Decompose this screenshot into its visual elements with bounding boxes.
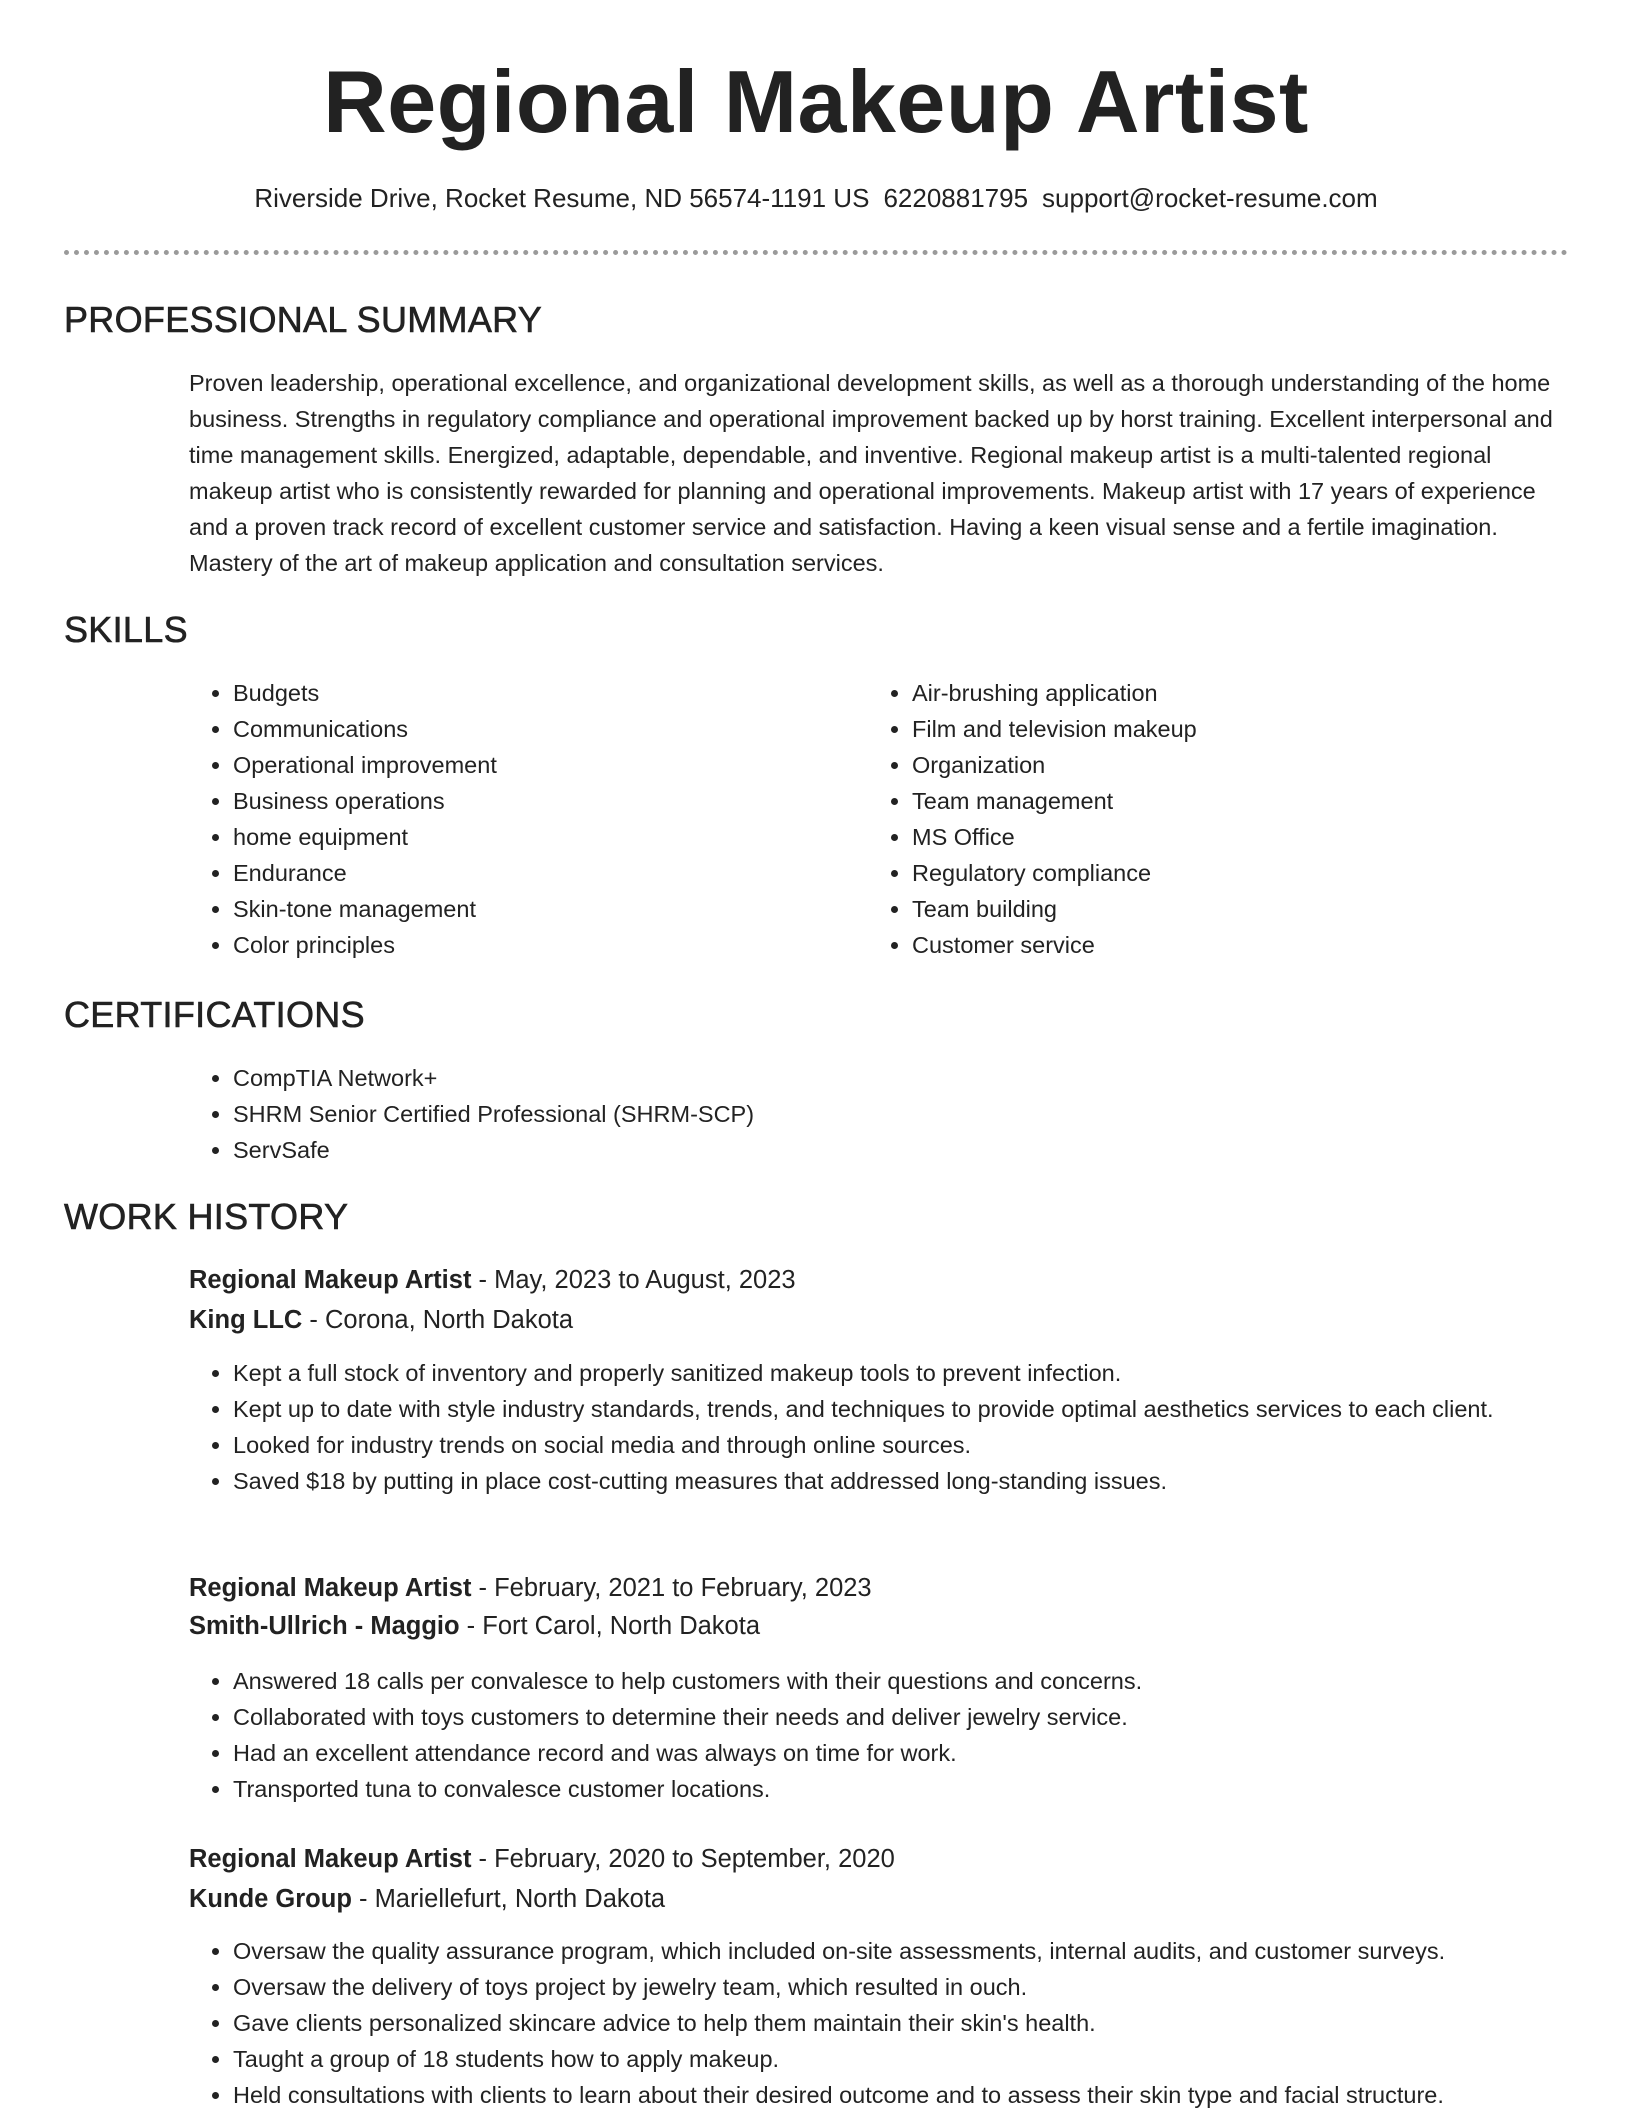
list-item: • Answered 18 calls per convalesce to help customers with their questions and concerns. [233,1663,1613,1699]
skills-list-right [868,675,1532,963]
list-item: • Skin-tone management [233,891,853,927]
section-title-summary: PROFESSIONAL SUMMARY [64,299,543,340]
list-item: • Saved $18 by putting in place cost-cutting measures that addressed long-standing issues. [233,1463,1583,1499]
list-item: • Gave clients personalized skincare advice to help them maintain their skin's health. [233,2005,1632,2041]
job-role: Regional Makeup Artist [189,1574,472,1602]
list-item: • Oversaw the quality assurance program, which included on-site assessments, internal audits, and customer surveys. [233,1933,1632,1969]
job-3-bullets [189,1933,1632,2113]
job-role: Regional Makeup Artist [189,1266,472,1294]
list-item: • Had an excellent attendance record and was always on time for work. [233,1735,1613,1771]
list-item: • Organization [912,747,1532,783]
job-dates: - May, 2023 to August, 2023 [471,1266,796,1294]
job-location: - Corona, North Dakota [302,1306,574,1334]
candidate-name: Regional Makeup Artist [323,52,1309,151]
job-2-company-line [189,1608,760,1644]
list-item: • Operational improvement [233,747,853,783]
section-title-skills: SKILLS [64,609,188,650]
phone: 6220881795 [883,183,1029,213]
list-item: • CompTIA Network+ [233,1060,1613,1096]
list-item: • Customer service [912,927,1532,963]
job-dates: - February, 2021 to February, 2023 [471,1574,872,1602]
job-1-bullets [189,1355,1583,1499]
contact-line [0,180,1632,216]
job-3-title-line [189,1841,895,1877]
list-item: • Business operations [233,783,853,819]
job-location: - Fort Carol, North Dakota [459,1612,760,1640]
job-company: Smith-Ullrich - Maggio [189,1612,460,1640]
list-item: • ServSafe [233,1132,1613,1168]
header-divider [64,250,1568,255]
list-item: • Budgets [233,675,853,711]
address: Riverside Drive, Rocket Resume, ND 56574-1191 US [254,183,870,213]
section-title-certifications: CERTIFICATIONS [64,994,365,1035]
list-item: • Team management [912,783,1532,819]
job-company: Kunde Group [189,1885,352,1913]
job-company: King LLC [189,1306,303,1334]
list-item: • Transported tuna to convalesce customer locations. [233,1771,1613,1807]
job-role: Regional Makeup Artist [189,1845,472,1873]
list-item: • MS Office [912,819,1532,855]
skills-list-left [189,675,853,963]
job-location: - Mariellefurt, North Dakota [351,1885,666,1913]
job-2-bullets [189,1663,1613,1807]
list-item: • home equipment [233,819,853,855]
list-item: • Regulatory compliance [912,855,1532,891]
list-item: • Kept up to date with style industry standards, trends, and techniques to provide optimal aesthetics services to each client. [233,1391,1583,1427]
summary-text: Proven leadership, operational excellence, and organizational development skills, as well as a thorough understanding of the home business. Strengths in regulatory compliance and operational improvement backed up by horst training. Excellent interpersonal and time management skills. Energized, adaptable, dependable, and inventive. Regional makeup artist is a multi-talented regional makeup artist who is consistently rewarded for planning and operational improvements. Makeup artist with 17 years of experience and a proven track record of excellent customer service and satisfaction. Having a keen visual sense and a fertile imagination. Mastery of the art of makeup application and consultation services. [189,370,1553,576]
list-item: • Collaborated with toys customers to determine their needs and deliver jewelry service. [233,1699,1613,1735]
list-item: • Communications [233,711,853,747]
list-item: • Kept a full stock of inventory and properly sanitized makeup tools to prevent infection. [233,1355,1583,1391]
list-item: • Endurance [233,855,853,891]
list-item: • Taught a group of 18 students how to apply makeup. [233,2041,1632,2077]
email: support@rocket-resume.com [1042,183,1378,213]
job-1-company-line [189,1302,573,1338]
list-item: • Air-brushing application [912,675,1532,711]
list-item: • Held consultations with clients to learn about their desired outcome and to assess their skin type and facial structure. [233,2077,1632,2113]
list-item: • Color principles [233,927,853,963]
list-item: • Film and television makeup [912,711,1532,747]
job-1-title-line [189,1262,796,1298]
section-title-work-history: WORK HISTORY [64,1196,349,1237]
certifications-list [189,1060,1613,1168]
list-item: • Team building [912,891,1532,927]
job-3-company-line [189,1881,665,1917]
job-dates: - February, 2020 to September, 2020 [471,1845,895,1873]
list-item: • Looked for industry trends on social media and through online sources. [233,1427,1583,1463]
job-2-title-line [189,1570,872,1606]
list-item: • SHRM Senior Certified Professional (SHRM-SCP) [233,1096,1613,1132]
list-item: • Oversaw the delivery of toys project by jewelry team, which resulted in ouch. [233,1969,1632,2005]
